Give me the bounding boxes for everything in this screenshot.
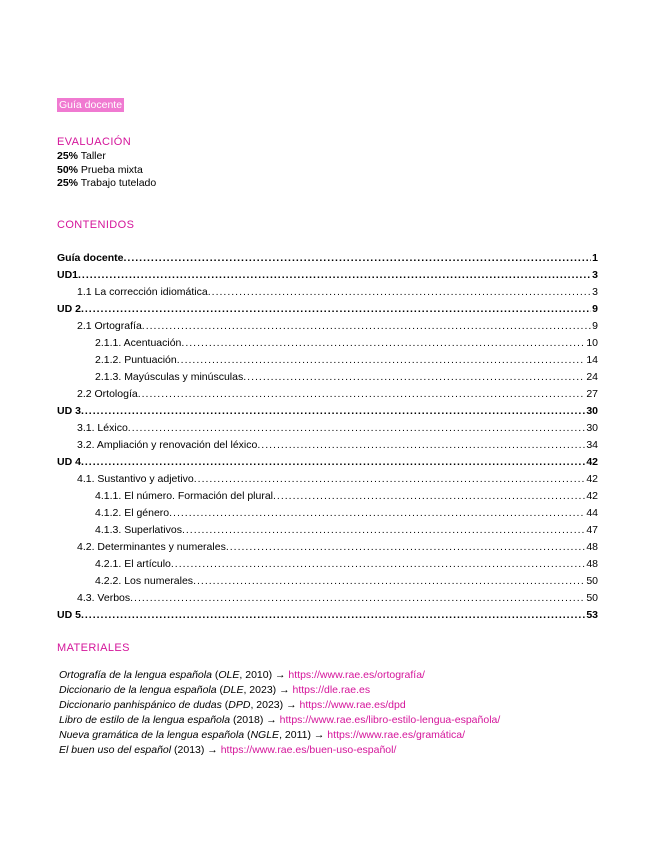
toc-leader-dots <box>273 490 585 503</box>
toc-entry[interactable] <box>57 265 598 282</box>
material-title: Diccionario de la lengua española <box>59 684 217 696</box>
material-link[interactable]: https://www.rae.es/ortografía/ <box>285 669 425 681</box>
evaluacion-pct: 25% <box>57 177 79 189</box>
material-year: , 2023) <box>243 684 280 696</box>
toc-entry[interactable] <box>57 333 598 350</box>
material-title: Libro de estilo de la lengua española <box>59 714 231 726</box>
material-link[interactable]: https://www.rae.es/libro-estilo-lengua-española/ <box>276 714 501 726</box>
toc-leader-dots <box>138 388 586 401</box>
material-title: Diccionario panhispánico de dudas <box>59 699 222 711</box>
toc-entry-page: 27 <box>586 388 598 400</box>
evaluacion-item <box>57 150 156 164</box>
evaluacion-title: EVALUACIÓN <box>57 136 132 148</box>
toc-entry-page: 53 <box>586 609 598 621</box>
material-title: Ortografía de la lengua española <box>59 669 212 681</box>
toc-leader-dots <box>257 439 585 452</box>
toc-leader-dots <box>81 609 585 622</box>
material-abbr: DLE <box>223 684 244 696</box>
arrow-icon: → <box>286 699 297 711</box>
material-year: (2013) <box>174 744 208 756</box>
toc-entry-title: 2.1.1. Acentuación <box>95 337 182 349</box>
toc-entry-page: 34 <box>586 439 598 451</box>
toc-leader-dots <box>81 405 585 418</box>
material-item <box>59 668 500 683</box>
contenidos-heading <box>57 218 134 232</box>
material-open: ( <box>244 729 251 741</box>
toc-entry-title: 4.1. Sustantivo y adjetivo <box>77 473 194 485</box>
toc-entry[interactable] <box>57 452 598 469</box>
toc-leader-dots <box>128 422 586 435</box>
toc-entry-page: 10 <box>586 337 598 349</box>
toc-entry[interactable] <box>57 401 598 418</box>
guia-docente-tag: Guía docente <box>59 99 123 111</box>
material-link[interactable]: https://www.rae.es/dpd <box>296 699 406 711</box>
toc-entry[interactable] <box>57 384 598 401</box>
toc-entry-page: 1 <box>592 252 598 264</box>
material-item <box>59 683 500 698</box>
evaluacion-pct: 25% <box>57 150 79 162</box>
toc-entry[interactable] <box>57 418 598 435</box>
material-year: (2018) <box>232 714 267 726</box>
toc-entry[interactable] <box>57 486 598 503</box>
material-abbr: DPD <box>228 699 251 711</box>
material-link[interactable]: https://www.rae.es/buen-uso-español/ <box>217 744 397 756</box>
toc-leader-dots <box>193 575 585 588</box>
toc-entry-page: 42 <box>586 490 598 502</box>
toc-entry-page: 30 <box>586 405 598 417</box>
toc-entry[interactable] <box>57 282 598 299</box>
toc-entry-title: 2.1 Ortografía <box>77 320 142 332</box>
toc-entry-page: 24 <box>586 371 598 383</box>
toc-entry-page: 3 <box>592 286 598 298</box>
toc-entry-page: 50 <box>586 575 598 587</box>
toc-entry-page: 3 <box>592 269 598 281</box>
material-open: ( <box>221 699 229 711</box>
toc-entry[interactable] <box>57 435 598 452</box>
toc-entry[interactable] <box>57 316 598 333</box>
evaluacion-label: Trabajo tutelado <box>78 177 157 189</box>
toc-leader-dots <box>177 354 586 367</box>
material-year: , 2011) <box>279 729 314 741</box>
toc-entry-page: 30 <box>586 422 598 434</box>
toc-leader-dots <box>171 558 585 571</box>
toc-entry-page: 14 <box>586 354 598 366</box>
materiales-title: MATERIALES <box>57 642 130 654</box>
toc-entry-title: 3.2. Ampliación y renovación del léxico <box>77 439 258 451</box>
material-year: , 2010) <box>239 669 275 681</box>
toc-entry-title: 4.1.1. El número. Formación del plural <box>95 490 274 502</box>
toc-entry-title: 4.2.1. El artículo <box>95 558 171 570</box>
material-abbr: NGLE <box>250 729 280 741</box>
toc-entry-title: 2.2 Ortología <box>77 388 138 400</box>
toc-entry-title: 2.1.2. Puntuación <box>95 354 177 366</box>
arrow-icon: → <box>279 684 290 696</box>
material-title: Nueva gramática de la lengua española <box>59 729 245 741</box>
arrow-icon: → <box>266 714 277 726</box>
toc-entry-title: 4.1.3. Superlativos <box>95 524 182 536</box>
toc-entry[interactable] <box>57 248 598 265</box>
toc-leader-dots <box>142 320 591 333</box>
toc-leader-dots <box>182 524 585 537</box>
toc-leader-dots <box>124 252 592 265</box>
toc-entry-title: UD1 <box>57 269 79 281</box>
material-open: ( <box>211 669 219 681</box>
toc-entry-title: Guía docente <box>57 252 124 264</box>
evaluacion-list <box>57 150 156 191</box>
toc-entry-title: 4.2.2. Los numerales <box>95 575 194 587</box>
toc-entry-title: 3.1. Léxico <box>77 422 128 434</box>
toc-entry[interactable] <box>57 537 598 554</box>
toc-entry-page: 48 <box>586 558 598 570</box>
toc-leader-dots <box>181 337 585 350</box>
toc-entry-title: 4.3. Verbos <box>77 592 131 604</box>
toc-entry-page: 47 <box>586 524 598 536</box>
material-open: ( <box>216 684 224 696</box>
table-of-contents <box>57 248 598 622</box>
material-year: , 2023) <box>250 699 287 711</box>
materiales-list <box>59 668 500 758</box>
toc-entry-title: UD 4 <box>57 456 81 468</box>
toc-leader-dots <box>243 371 585 384</box>
material-item <box>59 698 500 713</box>
toc-entry-title: 1.1 La corrección idiomática <box>77 286 208 298</box>
toc-leader-dots <box>226 541 585 554</box>
toc-leader-dots <box>194 473 586 486</box>
toc-entry[interactable] <box>57 520 598 537</box>
material-item <box>59 728 500 743</box>
evaluacion-item <box>57 164 156 178</box>
evaluacion-label: Prueba mixta <box>78 163 143 176</box>
toc-entry-title: 2.1.3. Mayúsculas y minúsculas <box>95 371 244 383</box>
toc-leader-dots <box>78 269 591 282</box>
toc-entry-title: UD 2 <box>57 303 81 315</box>
material-link[interactable]: https://dle.rae.es <box>289 684 371 696</box>
toc-leader-dots <box>130 592 585 605</box>
toc-leader-dots <box>169 507 585 520</box>
toc-entry[interactable] <box>57 554 598 571</box>
evaluacion-item <box>57 177 156 191</box>
toc-entry[interactable] <box>57 299 598 316</box>
toc-entry-title: UD 5 <box>57 609 81 621</box>
toc-entry[interactable] <box>57 588 598 605</box>
toc-entry-page: 42 <box>586 456 598 468</box>
material-title: El buen uso del español <box>59 744 172 756</box>
toc-entry-title: 4.2. Determinantes y numerales <box>77 541 226 553</box>
material-abbr: OLE <box>218 669 240 681</box>
arrow-icon: → <box>207 744 218 756</box>
toc-entry-page: 48 <box>586 541 598 553</box>
evaluacion-heading <box>57 135 131 149</box>
toc-entry-page: 9 <box>592 303 598 315</box>
toc-entry[interactable] <box>57 469 598 486</box>
toc-entry[interactable] <box>57 350 598 367</box>
toc-entry[interactable] <box>57 503 598 520</box>
arrow-icon: → <box>275 669 286 681</box>
toc-entry[interactable] <box>57 367 598 384</box>
material-item <box>59 713 500 728</box>
contenidos-title: CONTENIDOS <box>57 219 135 231</box>
toc-leader-dots <box>81 303 591 316</box>
toc-leader-dots <box>208 286 591 299</box>
toc-entry-page: 42 <box>586 473 598 485</box>
arrow-icon: → <box>313 729 325 741</box>
toc-entry-page: 9 <box>592 320 598 332</box>
toc-entry-page: 44 <box>586 507 598 519</box>
evaluacion-pct: 50% <box>57 163 79 176</box>
material-item <box>59 743 500 758</box>
materiales-heading <box>57 641 130 655</box>
toc-leader-dots <box>81 456 585 469</box>
toc-entry[interactable] <box>57 571 598 588</box>
evaluacion-label: Taller <box>78 150 106 162</box>
toc-entry[interactable] <box>57 605 598 622</box>
toc-entry-title: 4.1.2. El género <box>95 507 170 519</box>
toc-entry-page: 50 <box>586 592 598 604</box>
material-link[interactable]: https://www.rae.es/gramática/ <box>324 729 466 741</box>
toc-entry-title: UD 3 <box>57 405 81 417</box>
